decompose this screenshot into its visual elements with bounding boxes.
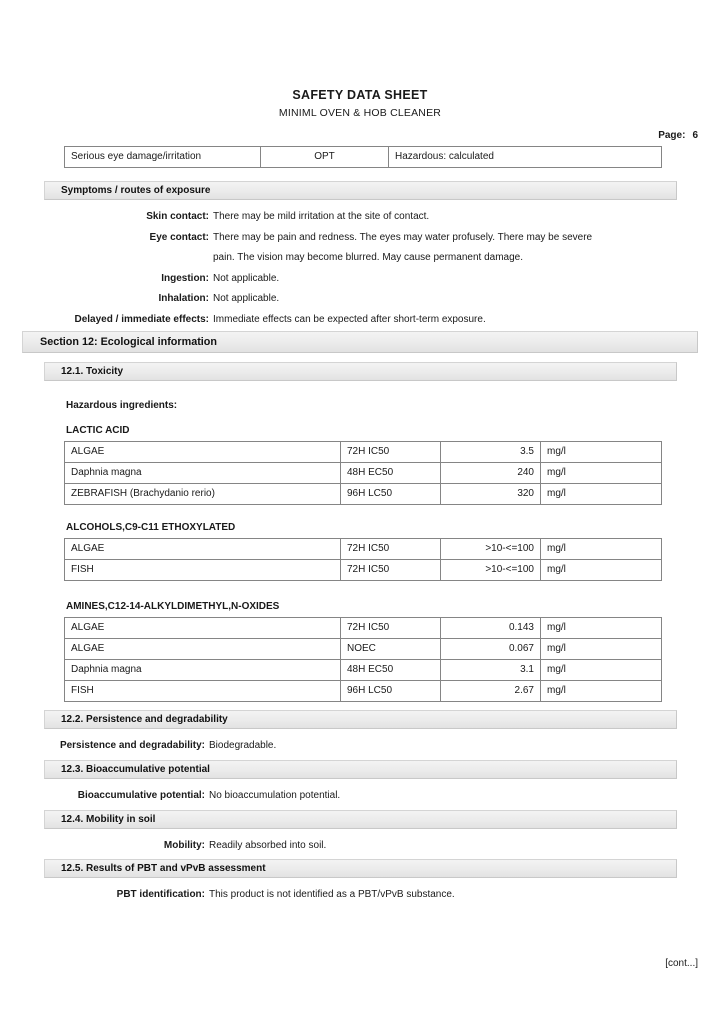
page-label: Page: [658, 130, 686, 141]
hazardous-ingredients-label: Hazardous ingredients: [66, 400, 178, 411]
table-row [65, 618, 662, 639]
unit-cell: mg/l [541, 681, 662, 702]
toxicity-table-alcohols [64, 538, 662, 581]
test-cell: 96H LC50 [341, 681, 441, 702]
value-cell: 240 [441, 463, 541, 484]
organism-cell: Daphnia magna [65, 660, 341, 681]
unit-cell: mg/l [541, 539, 662, 560]
symptoms-heading-label: Symptoms / routes of exposure [61, 185, 211, 196]
symptom-ingestion-label: Ingestion: [161, 273, 209, 284]
ingredient-name-alcohols: ALCOHOLS,C9-C11 ETHOXYLATED [66, 522, 236, 533]
symptom-eye-contact-value-line2: pain. The vision may become blurred. May cause permanent damage. [213, 252, 523, 263]
test-cell: 72H IC50 [341, 442, 441, 463]
page-number: 6 [692, 130, 698, 141]
section-12-heading-bar [22, 331, 698, 353]
toxicity-table-lactic-acid [64, 441, 662, 505]
value-cell: 2.67 [441, 681, 541, 702]
value-cell: 3.5 [441, 442, 541, 463]
table-row [65, 681, 662, 702]
organism-cell: ALGAE [65, 442, 341, 463]
organism-cell: Daphnia magna [65, 463, 341, 484]
hazard-note-cell: Hazardous: calculated [389, 147, 662, 168]
symptom-inhalation-label: Inhalation: [158, 293, 209, 304]
table-row [65, 660, 662, 681]
section-12-5-heading-bar [44, 859, 677, 878]
symptom-eye-contact-value: There may be pain and redness. The eyes may water profusely. There may be severe [213, 232, 593, 243]
bioaccumulative-potential-value: No bioaccumulation potential. [209, 790, 341, 801]
bioaccumulative-potential-label: Bioaccumulative potential: [77, 790, 205, 801]
mobility-label: Mobility: [163, 840, 205, 851]
symptom-skin-contact-label: Skin contact: [146, 211, 209, 222]
section-12-heading-label: Section 12: Ecological information [40, 336, 217, 348]
organism-cell: FISH [65, 681, 341, 702]
section-12-2-heading-bar [44, 710, 677, 729]
section-12-3-heading-bar [44, 760, 677, 779]
mobility-value: Readily absorbed into soil. [209, 840, 327, 851]
organism-cell: ALGAE [65, 539, 341, 560]
table-row [65, 147, 662, 168]
value-cell: 3.1 [441, 660, 541, 681]
value-cell: >10-<=100 [441, 560, 541, 581]
symptom-ingestion-value: Not applicable. [213, 273, 280, 284]
value-cell: 320 [441, 484, 541, 505]
product-name: MINIML OVEN & HOB CLEANER [278, 107, 442, 119]
persistence-degradability-value: Biodegradable. [209, 740, 277, 751]
hazard-class-cell: Serious eye damage/irritation [65, 147, 261, 168]
page-indicator [658, 130, 698, 141]
unit-cell: mg/l [541, 618, 662, 639]
classification-table [64, 146, 662, 168]
table-row [65, 484, 662, 505]
organism-cell: ALGAE [65, 618, 341, 639]
section-12-4-heading-label: 12.4. Mobility in soil [61, 814, 156, 825]
test-cell: 48H EC50 [341, 463, 441, 484]
ingredient-name-lactic-acid: LACTIC ACID [66, 425, 130, 436]
hazard-code-cell: OPT [261, 147, 389, 168]
symptom-delayed-immediate-effects-value: Immediate effects can be expected after short-term exposure. [213, 314, 486, 325]
organism-cell: ZEBRAFISH (Brachydanio rerio) [65, 484, 341, 505]
symptom-delayed-immediate-effects-label: Delayed / immediate effects: [74, 314, 209, 325]
pbt-identification-label: PBT identification: [116, 889, 205, 900]
unit-cell: mg/l [541, 660, 662, 681]
table-row [65, 560, 662, 581]
unit-cell: mg/l [541, 442, 662, 463]
unit-cell: mg/l [541, 484, 662, 505]
test-cell: 96H LC50 [341, 484, 441, 505]
test-cell: 72H IC50 [341, 539, 441, 560]
symptom-eye-contact-label: Eye contact: [149, 232, 209, 243]
section-12-3-heading-label: 12.3. Bioaccumulative potential [61, 764, 210, 775]
symptom-skin-contact-value: There may be mild irritation at the site of contact. [213, 211, 430, 222]
unit-cell: mg/l [541, 463, 662, 484]
organism-cell: FISH [65, 560, 341, 581]
symptoms-heading-bar [44, 181, 677, 200]
persistence-degradability-label: Persistence and degradability: [59, 740, 205, 751]
unit-cell: mg/l [541, 560, 662, 581]
section-12-5-heading-label: 12.5. Results of PBT and vPvB assessment [61, 863, 266, 874]
section-12-1-heading-label: 12.1. Toxicity [61, 366, 124, 377]
unit-cell: mg/l [541, 639, 662, 660]
table-row [65, 463, 662, 484]
section-12-2-heading-label: 12.2. Persistence and degradability [61, 714, 228, 725]
section-12-1-heading-bar [44, 362, 677, 381]
value-cell: 0.143 [441, 618, 541, 639]
toxicity-table-amines [64, 617, 662, 702]
document-title: SAFETY DATA SHEET [292, 88, 428, 102]
table-row [65, 442, 662, 463]
test-cell: NOEC [341, 639, 441, 660]
table-row [65, 539, 662, 560]
table-row [65, 639, 662, 660]
continuation-marker: [cont...] [665, 958, 698, 969]
pbt-identification-value: This product is not identified as a PBT/vPvB substance. [209, 889, 455, 900]
symptom-inhalation-value: Not applicable. [213, 293, 280, 304]
organism-cell: ALGAE [65, 639, 341, 660]
ingredient-name-amines: AMINES,C12-14-ALKYLDIMETHYL,N-OXIDES [66, 601, 280, 612]
test-cell: 48H EC50 [341, 660, 441, 681]
value-cell: 0.067 [441, 639, 541, 660]
value-cell: >10-<=100 [441, 539, 541, 560]
section-12-4-heading-bar [44, 810, 677, 829]
test-cell: 72H IC50 [341, 618, 441, 639]
test-cell: 72H IC50 [341, 560, 441, 581]
